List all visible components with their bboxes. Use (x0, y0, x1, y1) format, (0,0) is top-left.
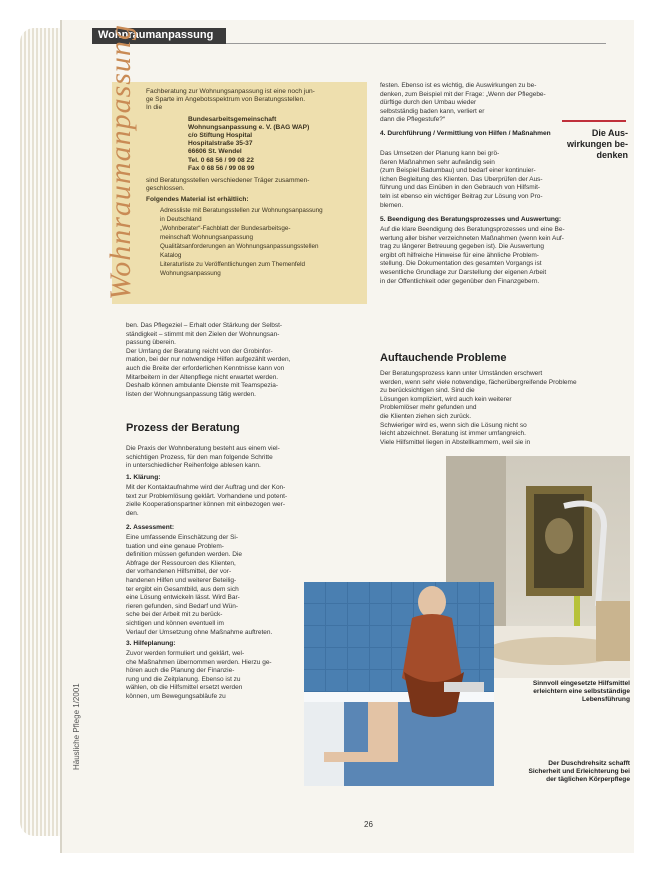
text-line: (zum Beispiel Badumbau) und bedarf einer kontinuier- (380, 167, 536, 175)
step-title: 5. Beendigung des Beratungsprozesses und Auswertung: (380, 216, 562, 223)
text-line: che Maßnahmen übernommen werden. Hierzu ge- (126, 658, 272, 666)
text-line: sichtigen und können eventuell im (126, 620, 224, 627)
text-line: listen der Wohnungsanpassung tätig werden. (126, 390, 256, 398)
text-line: führung und das Einüben in den Gebrauch von Hilfsmit- (380, 184, 541, 192)
text-line: geschlossen. (146, 185, 185, 193)
text-line: In die (146, 104, 163, 112)
text-line: Der Umfang der Beratung reicht von der Grobinfor- (126, 347, 273, 355)
text-line: Mitarbeitern in der Altenpflege nicht erwartet werden. (126, 373, 279, 381)
text-line: passung überein. (126, 339, 176, 347)
step-title: 4. Durchführung / Vermittlung von Hilfen / Maßnahmen (380, 130, 551, 137)
text-line: handenen Hilfen und weiterer Beteilig- (126, 577, 237, 584)
step-title: 2. Assessment: (126, 524, 175, 531)
text-line: c/o Stiftung Hospital (188, 132, 253, 140)
text-line: stellung. Die Dokumentation des gesamten Vorgangs ist (380, 260, 542, 268)
text-line: den. (126, 509, 139, 517)
text-line: definition müssen gefunden werden. Die (126, 551, 242, 559)
text-line: rieren gefunden, sind Bedarf und Wün- (126, 602, 239, 610)
text-line: ßeren Maßnahmen sehr aufwändig sein (380, 158, 495, 166)
text-line: Lösungen kompliziert, wird auch kein weiterer (380, 395, 512, 403)
text-line: Zuvor werden formuliert und geklärt, wel- (126, 650, 245, 657)
text-line: wesentliche Grundlage zur Darstellung der eigenen Arbeit (380, 269, 547, 276)
text-line: Schwieriger wird es, wenn sich die Lösung nicht so (380, 421, 527, 429)
text-line: leicht abzeichnet. Beratung ist immer umfangreich. (380, 430, 526, 438)
text-line: Viele Hilfsmittel liegen in Abstellkammern, weil sie in (380, 438, 531, 446)
box-bullet: in Deutschland (160, 216, 202, 223)
text-line: zu berücksichtigen sind. Sind die (380, 387, 475, 395)
caption-handrail (496, 680, 630, 705)
step-title: 1. Klärung: (126, 474, 161, 481)
text-line: teln ist ebenso ein wichtiger Beitrag zur Lösung von Pro- (380, 193, 543, 200)
text-line: sche bei der Arbeit mit zu berück- (126, 611, 223, 619)
heading-probleme: Auftauchende Probleme (380, 352, 507, 364)
step-title: 3. Hilfeplanung: (126, 640, 176, 647)
text-line: werden, wenn sehr viele notwendige, fächerübergreifende Probleme (380, 378, 577, 386)
text-line: schichtigen Prozess, für den man folgende Schritte (126, 453, 273, 461)
text-line: ständigkeit – stimmt mit den Zielen der Wohnungsan- (126, 330, 280, 338)
side-rule (562, 120, 626, 122)
header-rule (226, 43, 606, 44)
text-line: selbstständig baden kann, verliert er (380, 107, 485, 115)
box-bullet: Literaturliste zu Veröffentlichungen zum Themenfeld (160, 261, 306, 268)
box-bullet: Katalog (160, 252, 182, 259)
caption-line: Sinnvoll eingesetzte Hilfsmittel (532, 680, 630, 687)
page-number: 26 (364, 820, 373, 829)
text-line: Eine umfassende Einschätzung der Si- (126, 534, 239, 541)
sidenote-line: wirkungen be- (566, 139, 628, 149)
text-line: auch die Breite der erforderlichen Kenntnisse kann von (126, 365, 285, 372)
text-line: Verlauf der Umsetzung ohne Maßnahme auftreten. (126, 628, 273, 636)
book-page-edges (20, 28, 66, 836)
text-line: hören auch die Planung der Finanzie- (126, 667, 235, 675)
text-line: Tel. 0 68 56 / 99 08 22 (188, 156, 254, 164)
text-line: Wohnungsanpassung e. V. (BAG WAP) (188, 124, 310, 132)
caption-bath (496, 760, 630, 785)
text-line: dann die Pflegestufe?“ (380, 116, 446, 124)
text-line: eine Lösung entwickeln lässt. Wird Bar- (126, 594, 240, 602)
text-line: 66606 St. Wendel (188, 148, 242, 156)
text-line: festen. Ebenso ist es wichtig, die Auswirkungen zu be- (380, 82, 537, 89)
box-bullet: Qualitätsanforderungen an Wohnungsanpassungsstellen (160, 243, 319, 250)
text-line: Problemlöser mehr gefunden und (380, 404, 477, 412)
text-line: ge Sparte im Angebotsspektrum von Beratungsstellen. (146, 96, 306, 104)
text-line: ben. Das Pflegeziel – Erhalt oder Stärkung der Selbst- (126, 322, 283, 329)
text-line: Mit der Kontaktaufnahme wird der Auftrag und der Kon- (126, 484, 286, 491)
bath-illustration (304, 582, 494, 786)
text-line: lichen Begleitung des Klienten. Das Überprüfen der Aus- (380, 175, 543, 183)
text-line: denken, zum Beispiel mit der Frage: „Wenn der Pflegebe- (380, 90, 546, 98)
box-bullet: „Wohnberater“-Fachblatt der Bundesarbeitsge- (160, 225, 291, 232)
caption-line: erleichtern eine selbstständige (533, 688, 630, 696)
text-line: Hospitalstraße 35-37 (188, 140, 253, 148)
text-line: dürftige durch den Umbau wieder (380, 99, 477, 107)
text-line: in der Öffentlichkeit oder gegenüber den Finanzgebern. (380, 277, 540, 285)
text-line: Fax 0 68 56 / 99 08 99 (188, 164, 255, 172)
text-line: die Klienten ziehen sich zurück. (380, 413, 472, 420)
text-line: Der Beratungsprozess kann unter Umständen erschwert (380, 370, 543, 377)
text-line: mation, bei der nur notwendige Hilfen aufgezählt werden, (126, 356, 291, 364)
sidenote-line: Die Aus- (591, 128, 628, 138)
text-line: Das Umsetzen der Planung kann bei grö- (380, 150, 500, 157)
box-vertical-title: Wohnraumanpassung (104, 24, 137, 300)
text-line: Auf die klare Beendigung des Beratungsprozesses und eine Be- (380, 226, 565, 233)
caption-line: Lebensführung (582, 696, 630, 704)
photo-bath-seat (304, 582, 494, 786)
text-line: Die Praxis der Wohnberatung besteht aus einem viel- (126, 445, 280, 452)
text-line: Deshalb können ambulante Dienste mit Teamspezia- (126, 382, 278, 390)
box-list-intro: Folgendes Material ist erhältlich: (146, 196, 249, 203)
text-line: sind Beratungsstellen verschiedener Träger zusammen- (146, 177, 310, 184)
sidenote-line: denken (596, 150, 628, 160)
text-line: Abfrage der Ressourcen des Klienten, (126, 559, 236, 567)
text-line: der vorhandenen Hilfsmittel, der vor- (126, 568, 232, 576)
text-line: Bundesarbeitsgemeinschaft (188, 116, 277, 123)
text-line: wählen, ob die Hilfsmittel ersetzt werden (126, 684, 243, 692)
text-line: rung und die Zeitplanung. Ebenso ist zu (126, 675, 241, 683)
caption-line: Der Duschdrehsitz schafft (548, 760, 630, 767)
caption-line: Sicherheit und Erleichterung bei (528, 768, 630, 776)
box-bullet: meinschaft Wohnungsanpassung (160, 234, 253, 241)
text-line: wertung aller bisher verzeichneten Maßnahmen (wenn kein Auf- (380, 234, 564, 242)
text-line: in unterschiedlicher Reihenfolge ablesen kann. (126, 462, 261, 470)
header-title: Wohnraumanpassung (98, 29, 214, 41)
heading-prozess: Prozess der Beratung (126, 422, 240, 434)
text-line: ter ergibt ein Gesamtbild, aus dem sich (126, 585, 239, 593)
text-line: trag zu längerer Betreuung gegeben ist). Die Auswertung (380, 243, 545, 251)
text-line: zielle Kooperationspartner können mit einbezogen wer- (126, 501, 285, 509)
text-line: text zur Problemlösung geklärt. Vorhandene und potent- (126, 492, 288, 500)
text-line: ergibt oft hilfreiche Hinweise für eine ähnliche Problem- (380, 251, 539, 259)
text-line: blemen. (380, 201, 404, 209)
sidenote (560, 128, 628, 161)
text-line: Fachberatung zur Wohnungsanpassung ist eine noch jun- (146, 88, 315, 95)
caption-line: der täglichen Körperpflege (546, 776, 630, 784)
box-bullet: Wohnungsanpassung (160, 270, 221, 277)
spine-text: Häusliche Pflege 1/2001 (72, 683, 81, 770)
box-bullet: Adressliste mit Beratungsstellen zur Wohnungsanpassung (160, 207, 323, 214)
text-line: können, um Bewegungsabläufe zu (126, 693, 226, 700)
text-line: tuation und eine genaue Problem- (126, 542, 224, 550)
